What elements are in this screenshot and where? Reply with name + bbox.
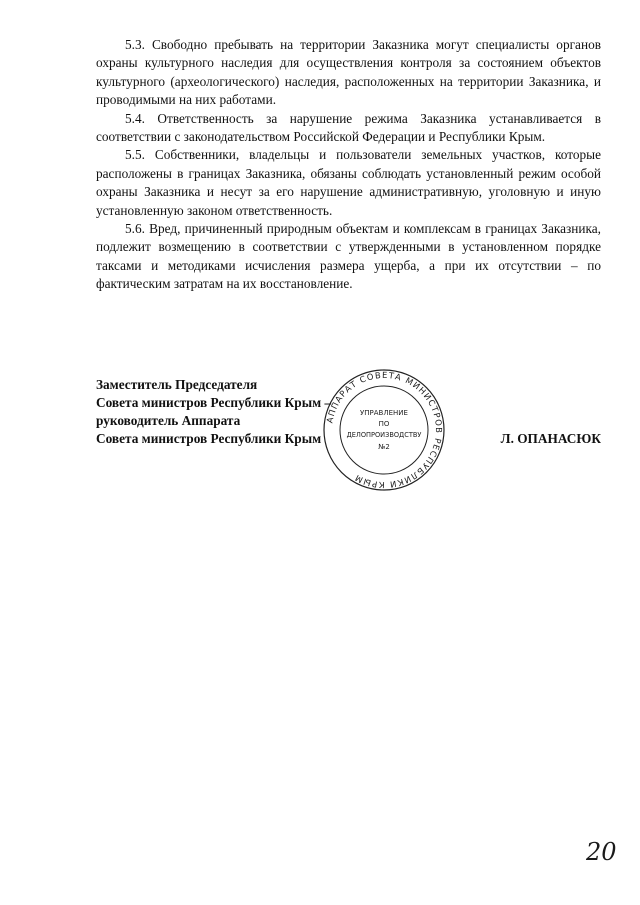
- stamp-text-line-1: УПРАВЛЕНИЕ: [360, 409, 408, 417]
- official-stamp: [322, 368, 446, 492]
- stamp-text-line-4: №2: [378, 443, 390, 451]
- paragraph-5-6: 5.6. Вред, причиненный природным объектам и комплексам в границах Заказника, подлежит возмещению в соответствии с утвержденными в установленном порядке таксами и методиками исчисления размера ущерба, а при их отсутствии – по фактическим затратам на их восстановление.: [96, 221, 601, 292]
- signatory-title-line-3: руководитель Аппарата: [96, 413, 241, 428]
- stamp-inner-ring: [340, 386, 428, 474]
- handwritten-page-number: 20: [586, 838, 617, 866]
- paragraph-5-3: 5.3. Свободно пребывать на территории Заказника могут специалисты органов охраны культурного наследия для осуществления контроля за состоянием объектов культурного (археологического) наследия, расположенных на территории Заказника, и проводимыми на них работами.: [96, 37, 601, 108]
- stamp-outer-text: АППАРАТ СОВЕТА МИНИСТРОВ РЕСПУБЛИКИ КРЫМ: [324, 369, 445, 491]
- paragraph-5-4: 5.4. Ответственность за нарушение режима Заказника устанавливается в соответствии с законодательством Российской Федерации и Республики Крым.: [96, 110, 601, 145]
- signatory-title-line-2: Совета министров Республики Крым –: [96, 395, 332, 410]
- document-body: [96, 36, 601, 294]
- paragraph-5-5: 5.5. Собственники, владельцы и пользователи земельных участков, которые расположены в границах Заказника, обязаны соблюдать установленный режим особой охраны Заказника и несут за его нарушение административную, уголовную и иную установленную законом ответственность.: [96, 147, 601, 218]
- stamp-text-line-3: ДЕЛОПРОИЗВОДСТВУ: [346, 431, 422, 439]
- signatory-title-line-1: Заместитель Председателя: [96, 377, 258, 392]
- stamp-text-line-2: ПО: [378, 420, 390, 428]
- signatory-name: Л. ОПАНАСЮК: [500, 431, 601, 446]
- signatory-title-line-4: Совета министров Республики Крым: [96, 431, 322, 446]
